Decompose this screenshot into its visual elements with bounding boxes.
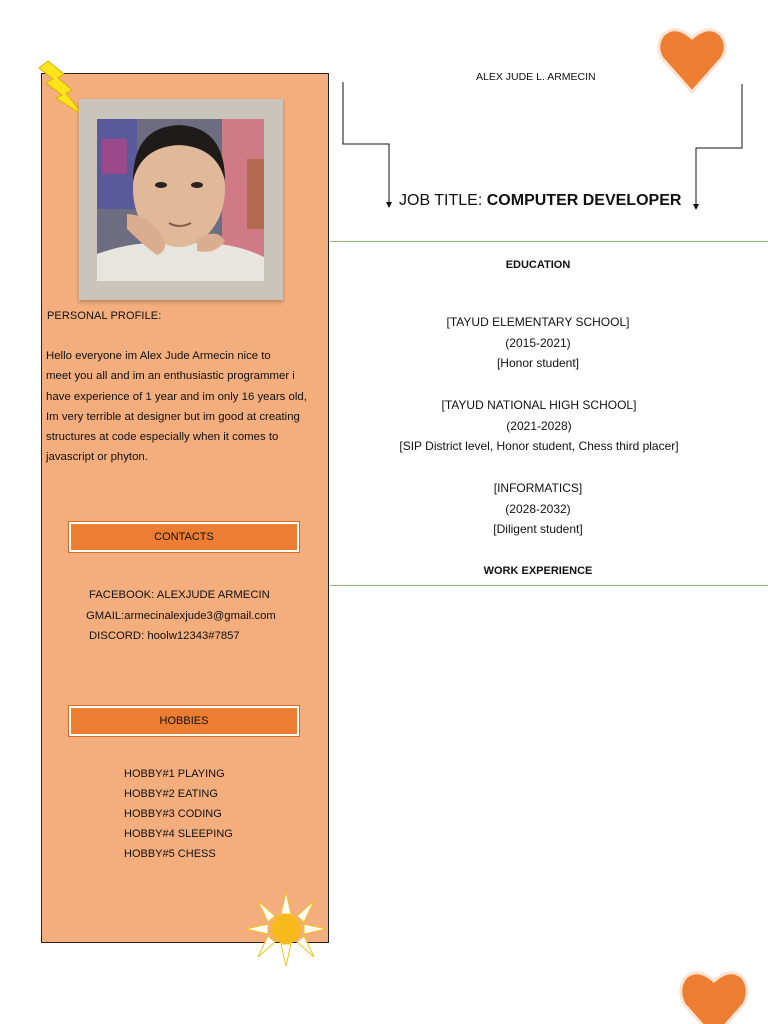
hobby-item: HOBBY#2 EATING bbox=[124, 788, 218, 800]
contacts-header: CONTACTS bbox=[69, 522, 299, 552]
hobby-item: HOBBY#3 CODING bbox=[124, 808, 222, 820]
arrow-down-icon bbox=[693, 204, 699, 210]
divider-top bbox=[330, 241, 768, 242]
portrait-image bbox=[97, 119, 264, 281]
personal-profile-text bbox=[46, 346, 326, 468]
education-school: [TAYUD ELEMENTARY SCHOOL] bbox=[446, 315, 630, 329]
hobby-item: HOBBY#5 CHESS bbox=[124, 848, 216, 860]
profile-line: javascript or phyton. bbox=[46, 451, 148, 464]
education-years: (2015-2021) bbox=[505, 335, 571, 350]
work-experience-heading: WORK EXPERIENCE bbox=[483, 565, 593, 577]
education-note: [Diligent student] bbox=[493, 522, 583, 536]
contact-gmail: GMAIL:armecinalexjude3@gmail.com bbox=[86, 609, 276, 622]
full-name: ALEX JUDE L. ARMECIN bbox=[476, 71, 596, 83]
hobbies-list bbox=[124, 764, 233, 864]
profile-photo-frame bbox=[79, 99, 283, 300]
sun-icon bbox=[244, 890, 328, 968]
education-entry bbox=[320, 395, 758, 457]
education-entry bbox=[330, 478, 746, 540]
education-note: [SIP District level, Honor student, Chess third placer] bbox=[399, 439, 679, 453]
profile-line: Hello everyone im Alex Jude Armecin nice to bbox=[46, 350, 271, 362]
job-title-prefix: JOB TITLE: bbox=[399, 192, 487, 209]
job-title-value: COMPUTER DEVELOPER bbox=[486, 192, 682, 209]
education-school: [INFORMATICS] bbox=[493, 481, 583, 495]
divider-work bbox=[330, 585, 768, 586]
education-entry bbox=[330, 312, 746, 374]
education-heading: EDUCATION bbox=[505, 259, 571, 271]
profile-line: Im very terrible at designer but im good at creating bbox=[46, 410, 300, 423]
education-school: [TAYUD NATIONAL HIGH SCHOOL] bbox=[441, 398, 637, 412]
education-years: (2028-2032) bbox=[505, 501, 571, 516]
education-years: (2021-2028) bbox=[506, 418, 572, 433]
heart-icon bbox=[678, 966, 750, 1024]
hobby-item: HOBBY#1 PLAYING bbox=[124, 768, 225, 780]
profile-line: structures at code especially when it comes to bbox=[46, 431, 279, 444]
profile-line: meet you all and im an enthusiastic programmer i bbox=[46, 370, 295, 383]
job-title bbox=[399, 192, 681, 210]
contact-discord: DISCORD: hoolw12343#7857 bbox=[89, 630, 240, 642]
hobby-item: HOBBY#4 SLEEPING bbox=[124, 828, 233, 840]
profile-photo bbox=[97, 119, 264, 281]
personal-profile-label: PERSONAL PROFILE: bbox=[47, 310, 162, 322]
hobbies-header: HOBBIES bbox=[69, 706, 299, 736]
arrow-down-icon bbox=[386, 202, 392, 208]
contact-facebook: FACEBOOK: ALEXJUDE ARMECIN bbox=[89, 589, 270, 601]
education-note: [Honor student] bbox=[496, 356, 580, 370]
profile-line: have experience of 1 year and im only 16 years old, bbox=[46, 390, 307, 403]
contacts-list bbox=[86, 585, 276, 647]
